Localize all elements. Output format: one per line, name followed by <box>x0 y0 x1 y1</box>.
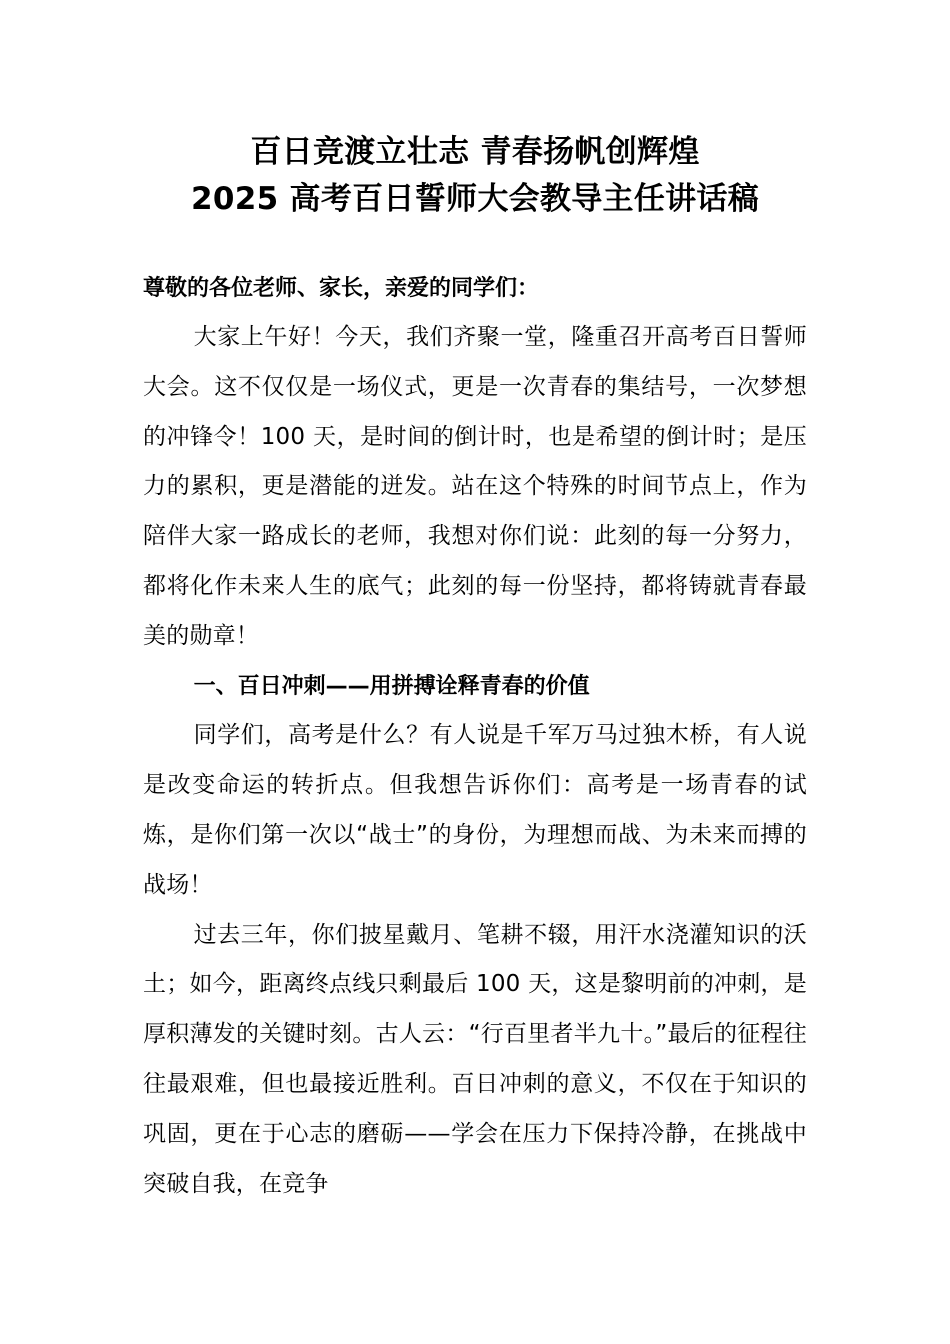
body-paragraph-3: 过去三年，你们披星戴月、笔耕不辍，用汗水浇灌知识的沃土；如今，距离终点线只剩最后 100 天，这是黎明前的冲刺，是厚积薄发的关键时刻。古人云：“行百里者半九十。”最后的征程往往最艰难，但也最接近胜利。百日冲刺的意义，不仅在于知识的巩固，更在于心志的磨砺——学会在压力下保持冷静，在挑战中突破自我，在竞争 <box>143 921 807 1197</box>
salutation: 尊敬的各位老师、家长，亲爱的同学们： <box>143 276 540 301</box>
body-paragraph-1: 大家上午好！今天，我们齐聚一堂，隆重召开高考百日誓师大会。这不仅仅是一场仪式，更是一次青春的集结号，一次梦想的冲锋令！100 天，是时间的倒计时，也是希望的倒计时；是压力的累积，更是潜能的迸发。站在这个特殊的时间节点上，作为陪伴大家一路成长的老师，我想对你们说：此刻的每一分努力，都将化作未来人生的底气；此刻的每一份坚持，都将铸就青春最美的勋章！ <box>143 324 807 649</box>
document-title-line-1: 百日竞渡立壮志 青春扬帆创辉煌 <box>250 134 700 170</box>
body-paragraph-2: 同学们，高考是什么？有人说是千军万马过独木桥，有人说是改变命运的转折点。但我想告诉你们：高考是一场青春的试炼，是你们第一次以“战士”的身份，为理想而战、为未来而搏的战场！ <box>143 722 807 898</box>
document-title-line-2: 2025 高考百日誓师大会教导主任讲话稿 <box>190 181 760 217</box>
section-heading-1: 一、百日冲刺——用拼搏诠释青春的价值 <box>193 673 590 699</box>
